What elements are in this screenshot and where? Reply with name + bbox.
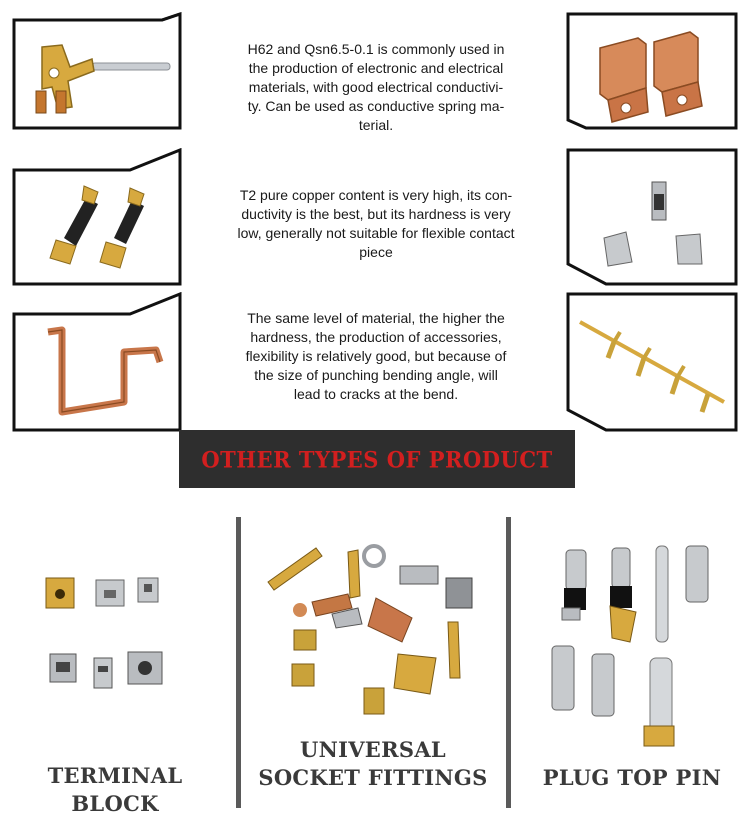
- category-label-line: SOCKET FITTINGS: [258, 765, 488, 790]
- description-line: flexibility is relatively good, but because of: [245, 348, 507, 364]
- category-label-line: UNIVERSAL: [299, 737, 446, 762]
- description-line: terial.: [358, 117, 394, 133]
- section-banner: [179, 430, 575, 488]
- contact-clip-photo: [42, 178, 162, 278]
- category-label-line: TERMINAL BLOCK: [47, 763, 183, 816]
- description-line: the size of punching bending angle, will: [254, 367, 498, 383]
- material-description-1: [196, 40, 556, 135]
- photo-frame-copper-bracket: [566, 12, 738, 130]
- category-label-socket-fittings: [242, 736, 504, 792]
- description-line: low, generally not suitable for flexible contact: [237, 225, 515, 241]
- socket-fittings-photo: [262, 538, 480, 728]
- description-line: materials, with good electrical conductivi-: [248, 79, 504, 95]
- description-line: lead to cracks at the bend.: [293, 386, 459, 402]
- category-divider: [506, 517, 511, 808]
- description-line: ductivity is the best, but its hardness is very: [241, 206, 511, 222]
- description-line: piece: [359, 244, 393, 260]
- steel-clips-photo: [596, 172, 716, 272]
- description-line: The same level of material, the higher the: [247, 310, 505, 326]
- description-line: ty. Can be used as conductive spring ma-: [247, 98, 505, 114]
- copper-spring-photo: [28, 322, 174, 426]
- copper-bracket-photo: [590, 28, 720, 124]
- banner-title: OTHER TYPES OF PRODUCT: [201, 445, 553, 473]
- photo-frame-brass-terminal: [12, 12, 184, 130]
- category-divider: [236, 517, 241, 808]
- brass-strip-photo: [574, 302, 730, 422]
- material-description-2: [196, 186, 556, 262]
- category-label-plug-top-pin: [514, 764, 750, 792]
- photo-frame-brass-strip: [566, 292, 738, 432]
- photo-frame-copper-spring: [12, 292, 184, 432]
- photo-frame-steel-clips: [566, 148, 738, 286]
- description-line: hardness, the production of accessories,: [250, 329, 502, 345]
- brass-terminal-photo: [32, 37, 172, 117]
- description-line: H62 and Qsn6.5-0.1 is commonly used in: [247, 41, 505, 57]
- description-line: T2 pure copper content is very high, its con-: [239, 187, 513, 203]
- category-label-line: PLUG TOP PIN: [542, 765, 722, 790]
- terminal-block-photo: [40, 570, 180, 700]
- photo-frame-contact-clip: [12, 148, 184, 286]
- plug-top-pin-photo: [540, 542, 720, 752]
- description-line: the production of electronic and electrical: [248, 60, 504, 76]
- category-label-terminal-block: [4, 762, 226, 818]
- material-description-3: [196, 309, 556, 404]
